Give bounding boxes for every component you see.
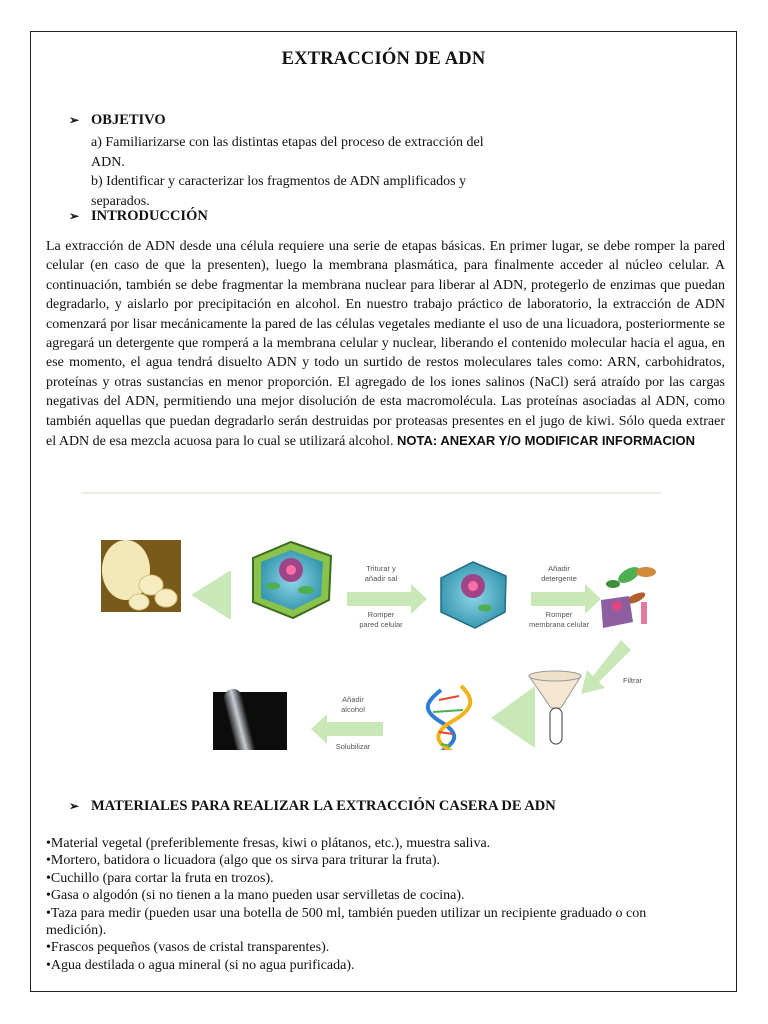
label-solubilizar: Solubilizar xyxy=(335,742,371,750)
funnel-icon xyxy=(529,671,581,744)
arrow-icon xyxy=(581,640,631,694)
introduccion-body: La extracción de ADN desde una célula requiere una serie de etapas básicas. En primer lugar, se debe romper la pared celular (en caso de que la presenten), luego la membrana plasmática, para finalmente acceder al núcleo celular. A continuación, también se debe fragmentar la membrana nuclear para liberar al ADN, protegerlo de enzimas que puedan degradarlo, y aislarlo por precipitación en alcohol. En nuestro trabajo práctico de laboratorio, la extracción de ADN comenzará por lisar mecánicamente la pared de las células vegetales mediante el uso de una licuadora, posteriormente se agregará un detergente que romperá a la membrana celular y nuclear, liberando el contenido molecular hacia el agua, en ese momento, el agua tendrá disuelto ADN y todo un surtido de restos moleculares tales como: ARN, carbohidratos, proteínas y otras sustancias en menor proporción. El agregado de los iones salinos (NaCl) será atraído por las cargas negativas del ADN, permitiendo una mejor disolución de esta macromolécula. Las proteínas asociadas al ADN, como también aquellas que puedan degradarlo serán destruidas por proteasas presentes en el jugo de kiwi. Sólo queda extraer el ADN de esa mezcla acuosa para lo cual se utilizará alcohol. xyxy=(46,239,725,450)
section-heading-objetivo xyxy=(69,112,166,129)
label-romper-2: Romper xyxy=(545,610,573,619)
document-page xyxy=(30,31,737,992)
materiales-list xyxy=(46,835,725,974)
list-item: •Frascos pequeños (vasos de cristal transparentes). xyxy=(46,940,330,956)
list-item: medición). xyxy=(46,923,107,939)
arrow-bullet-icon: ➢ xyxy=(69,209,80,223)
objetivo-line: a) Familiarizarse con las distintas etapas del proceso de extracción del xyxy=(91,135,484,150)
dna-extraction-diagram xyxy=(81,490,661,750)
label-pared-celular: pared celular xyxy=(359,620,403,629)
diagram-svg xyxy=(81,490,661,750)
objetivo-text xyxy=(91,133,531,211)
list-item: •Gasa o algodón (si no tienen a la mano pueden usar servilletas de cocina). xyxy=(46,888,465,904)
objetivo-line: ADN. xyxy=(91,154,125,170)
label-romper: Romper xyxy=(367,610,395,619)
objetivo-line: separados. xyxy=(91,193,150,209)
section-heading-materiales xyxy=(69,798,556,815)
test-tube-photo-icon xyxy=(213,687,287,750)
arrow-icon xyxy=(311,714,383,744)
arrow-icon xyxy=(491,686,535,748)
cell-icon xyxy=(441,562,506,628)
label-anadir-sal: añadir sal xyxy=(364,574,398,583)
list-item: •Material vegetal (preferiblemente fresas, kiwi o plátanos, etc.), muestra saliva. xyxy=(46,836,491,851)
list-item: •Mortero, batidora o licuadora (algo que os sirva para triturar la fruta). xyxy=(46,853,441,869)
label-filtrar: Filtrar xyxy=(623,676,643,685)
page-title: EXTRACCIÓN DE ADN xyxy=(281,49,486,69)
dna-helix-icon xyxy=(428,686,470,750)
list-item: •Agua destilada o agua mineral (si no agua purificada). xyxy=(46,957,355,973)
cell-debris-icon xyxy=(601,564,656,628)
introduccion-paragraph xyxy=(46,237,725,451)
materiales-heading-text: MATERIALES PARA REALIZAR LA EXTRACCIÓN CASERA DE ADN xyxy=(91,798,556,814)
label-detergente: detergente xyxy=(541,574,577,583)
objetivo-heading-text: OBJETIVO xyxy=(91,112,166,128)
arrow-icon xyxy=(191,570,231,620)
objetivo-line: b) Identificar y caracterizar los fragmentos de ADN amplificados y xyxy=(91,174,467,189)
label-membrana-celular: membrana celular xyxy=(528,620,590,629)
introduccion-heading-text: INTRODUCCIÓN xyxy=(91,208,208,224)
section-heading-introduccion xyxy=(69,208,208,225)
list-item: •Taza para medir (pueden usar una botella de 500 ml, también pueden utilizar un recipiente graduado o con xyxy=(46,905,647,921)
list-item: •Cuchillo (para cortar la fruta en trozos). xyxy=(46,870,274,886)
introduccion-note: NOTA: ANEXAR Y/O MODIFICAR INFORMACION xyxy=(397,433,696,449)
banana-icon xyxy=(101,540,181,612)
label-anadir: Añadir xyxy=(548,564,570,573)
label-anadir-alcohol-2: alcohol xyxy=(341,705,365,714)
plant-cell-icon xyxy=(253,542,331,618)
label-triturar: Triturar y xyxy=(366,564,396,573)
arrow-bullet-icon: ➢ xyxy=(69,113,80,127)
arrow-bullet-icon: ➢ xyxy=(69,799,80,813)
label-anadir-alcohol-1: Añadir xyxy=(342,695,364,704)
